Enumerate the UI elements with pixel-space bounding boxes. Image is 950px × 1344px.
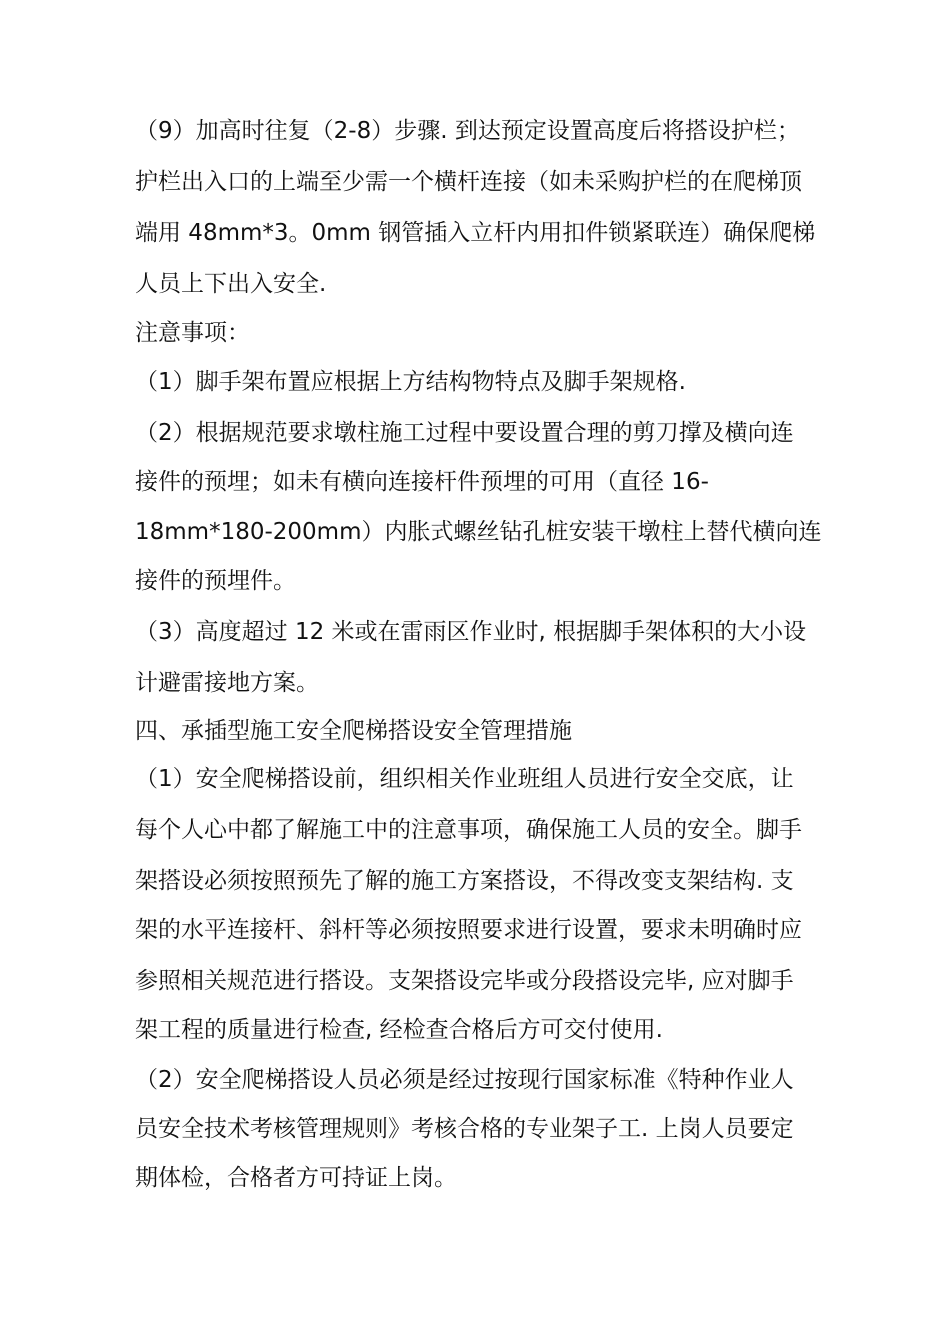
text-line: 接件的预埋；如未有横向连接杆件预埋的可用（直径 16-: [135, 469, 709, 495]
text-line: 架搭设必须按照预先了解的施工方案搭设，不得改变支架结构. 支: [135, 868, 794, 894]
text-line: （1）脚手架布置应根据上方结构物特点及脚手架规格.: [135, 369, 686, 395]
section-heading: 四、承插型施工安全爬梯搭设安全管理措施: [135, 718, 572, 744]
text-line: （9）加高时往复（2-8）步骤. 到达预定设置高度后将搭设护栏；: [135, 118, 800, 144]
text-line: 护栏出入口的上端至少需一个横杆连接（如未采购护栏的在爬梯顶: [135, 169, 802, 195]
text-line: （2）根据规范要求墩柱施工过程中要设置合理的剪刀撑及横向连: [135, 420, 794, 446]
text-line: 架的水平连接杆、斜杆等必须按照要求进行设置，要求未明确时应: [135, 917, 802, 943]
section-heading: 注意事项：: [135, 320, 250, 346]
text-line: 18mm*180-200mm）内胀式螺丝钻孔桩安装干墩柱上替代横向连: [135, 519, 822, 545]
text-line: 端用 48mm*3。0mm 钢管插入立杆内用扣件锁紧联连）确保爬梯: [135, 220, 816, 246]
text-line: （1）安全爬梯搭设前，组织相关作业班组人员进行安全交底，让: [135, 766, 794, 792]
text-line: 参照相关规范进行搭设。支架搭设完毕或分段搭设完毕, 应对脚手: [135, 968, 794, 994]
text-line: （3）高度超过 12 米或在雷雨区作业时, 根据脚手架体积的大小设: [135, 619, 807, 645]
text-line: 期体检，合格者方可持证上岗。: [135, 1165, 457, 1191]
text-line: 计避雷接地方案。: [135, 670, 319, 696]
text-line: 员安全技术考核管理规则》考核合格的专业架子工. 上岗人员要定: [135, 1116, 794, 1142]
text-line: （2）安全爬梯搭设人员必须是经过按现行国家标准《特种作业人: [135, 1067, 794, 1093]
text-line: 接件的预埋件。: [135, 568, 296, 594]
text-line: 人员上下出入安全.: [135, 271, 327, 297]
text-line: 架工程的质量进行检查, 经检查合格后方可交付使用.: [135, 1017, 663, 1043]
text-line: 每个人心中都了解施工中的注意事项，确保施工人员的安全。脚手: [135, 817, 802, 843]
